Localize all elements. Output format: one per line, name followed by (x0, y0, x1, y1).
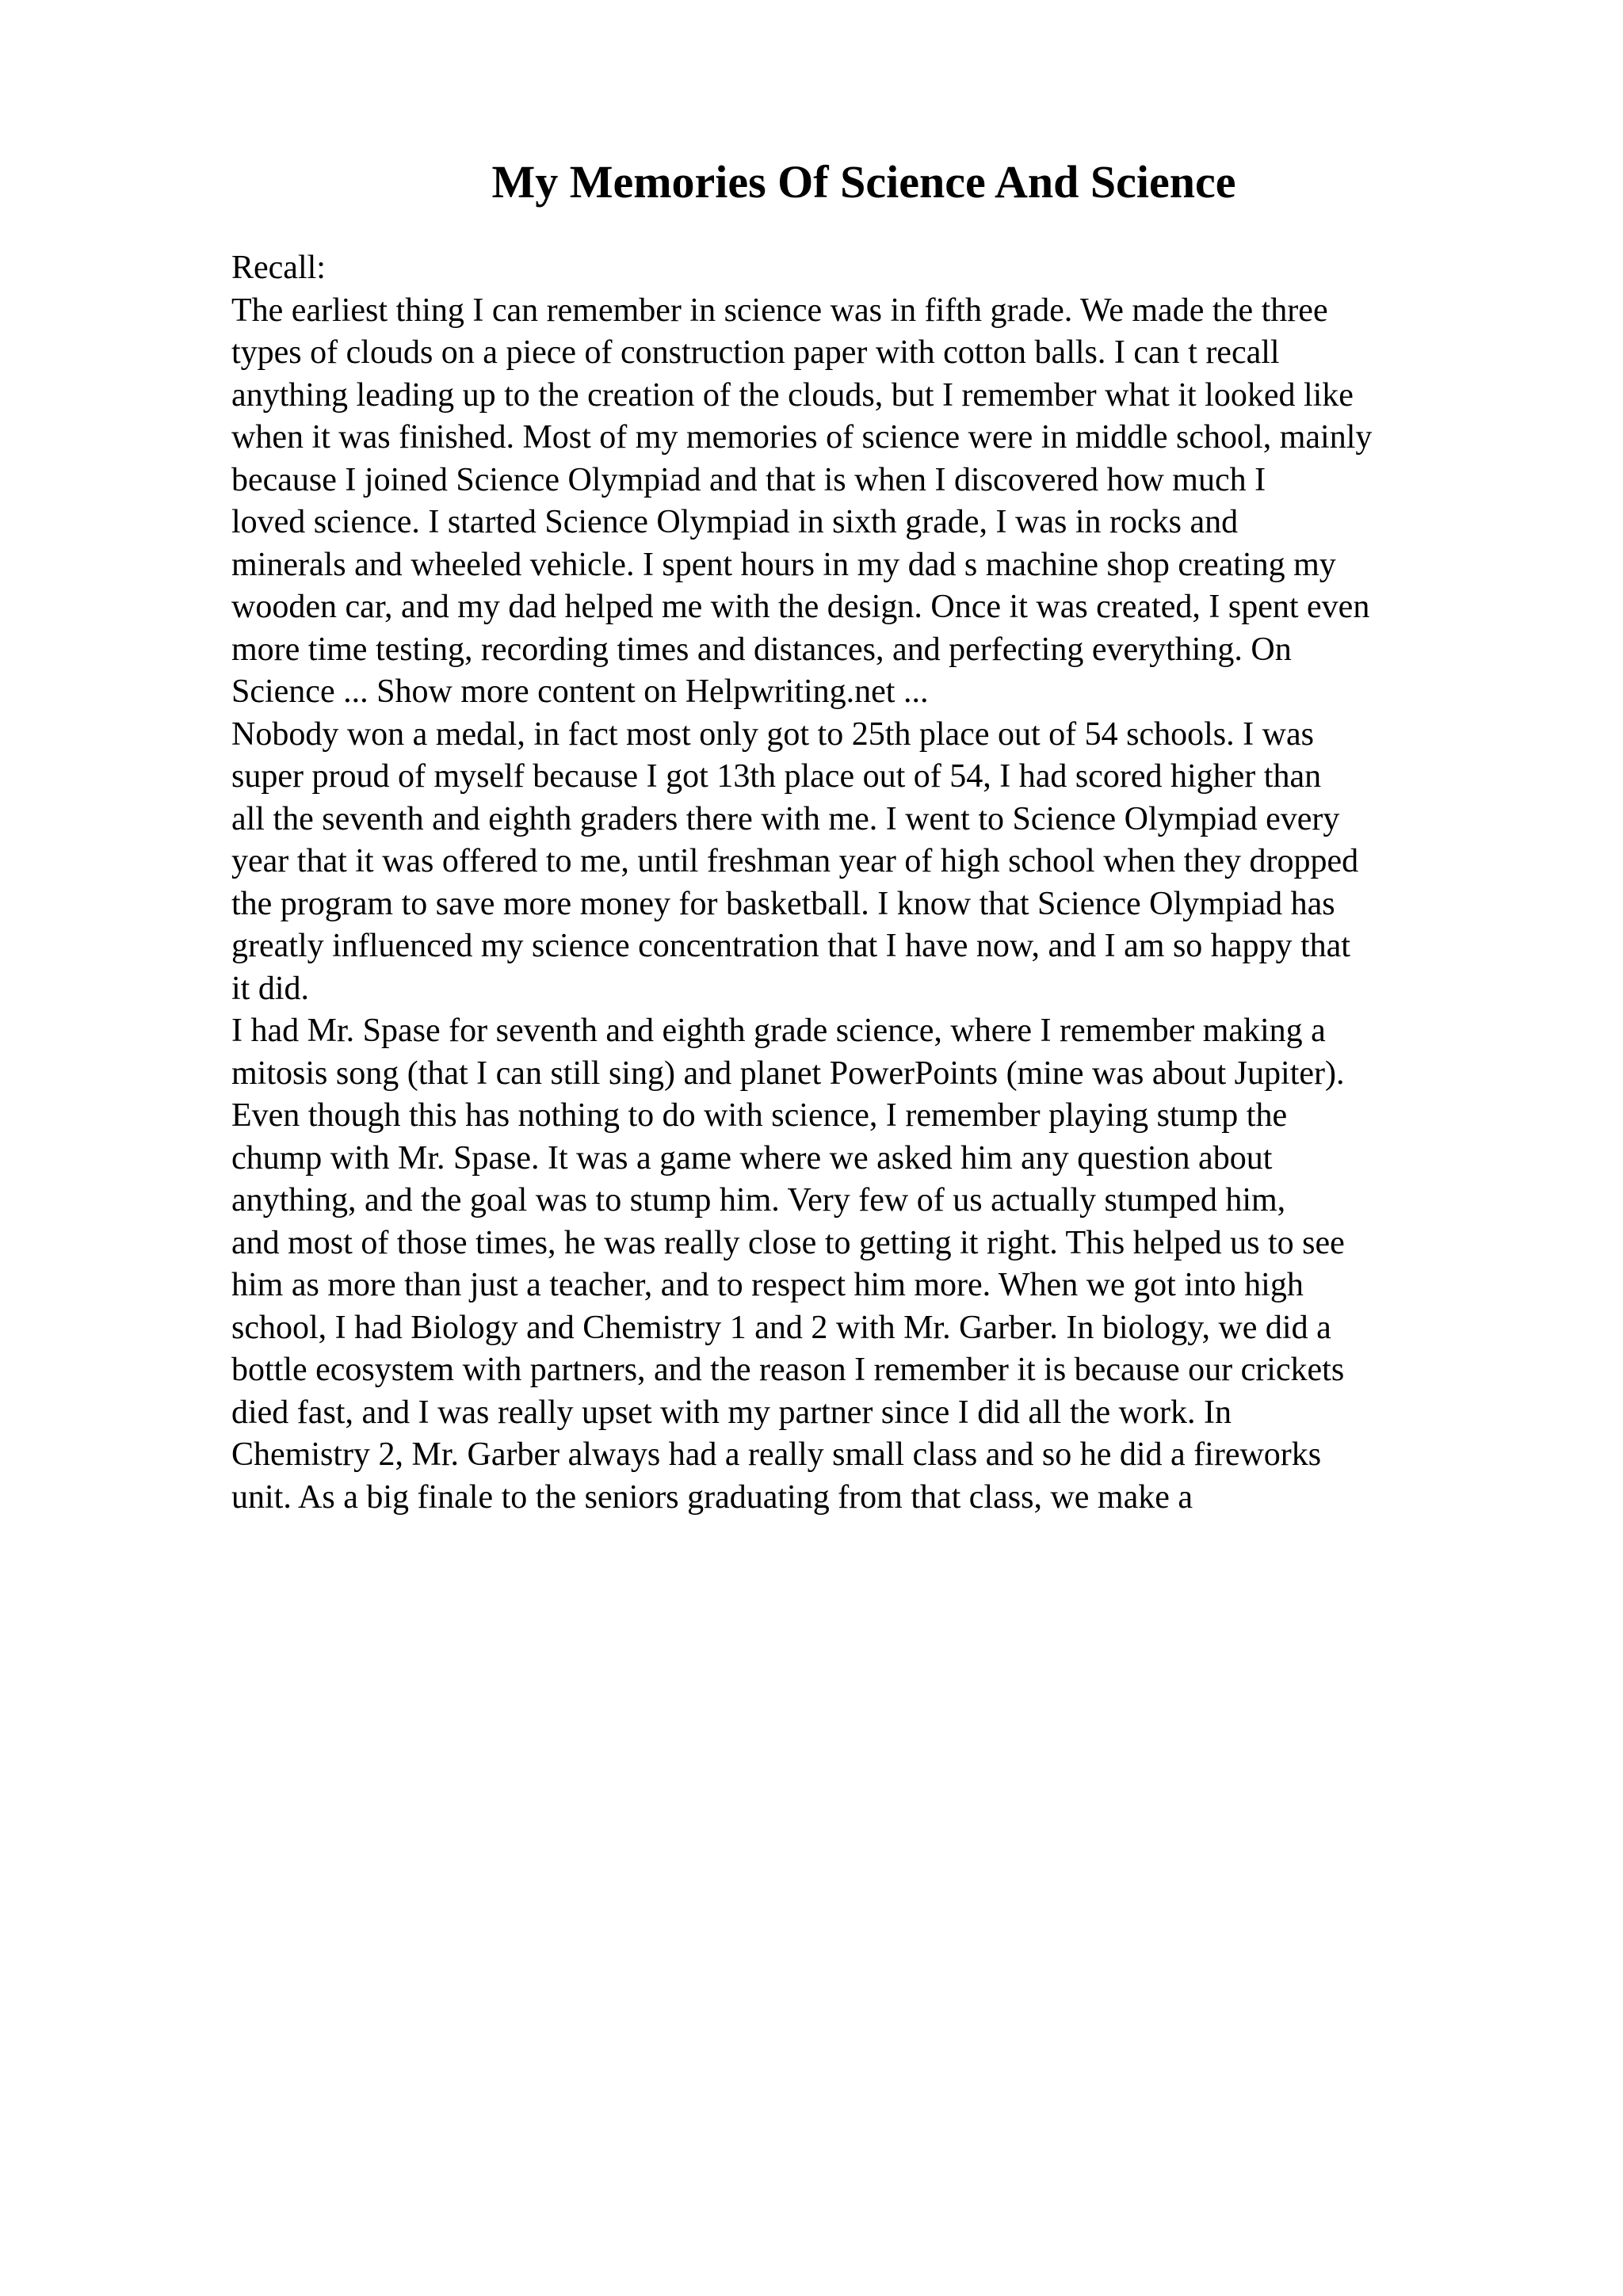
body-line: Science ... Show more content on Helpwriting.net ... (231, 673, 929, 710)
body-line: Chemistry 2, Mr. Garber always had a really small class and so he did a fireworks (231, 1436, 1322, 1473)
body-line: I had Mr. Spase for seventh and eighth grade science, where I remember making a (231, 1013, 1326, 1049)
body-line: minerals and wheeled vehicle. I spent hours in my dad s machine shop creating my (231, 546, 1336, 583)
body-line: The earliest thing I can remember in science was in fifth grade. We made the three (231, 292, 1328, 329)
body-line: mitosis song (that I can still sing) and planet PowerPoints (mine was about Jupiter). (231, 1055, 1345, 1092)
body-line: Recall: (231, 250, 326, 286)
body-line: Even though this has nothing to do with science, I remember playing stump the (231, 1097, 1288, 1134)
body-line: types of clouds on a piece of construction paper with cotton balls. I can t recall (231, 334, 1280, 371)
body-line: anything leading up to the creation of the clouds, but I remember what it looked like (231, 376, 1354, 414)
body-line: all the seventh and eighth graders there with me. I went to Science Olympiad every (231, 800, 1340, 837)
body-line: more time testing, recording times and distances, and perfecting everything. On (231, 631, 1292, 668)
body-line: school, I had Biology and Chemistry 1 and 2 with Mr. Garber. In biology, we did a (231, 1309, 1331, 1346)
document-body (231, 247, 1594, 1519)
body-line: bottle ecosystem with partners, and the reason I remember it is because our crickets (231, 1352, 1345, 1388)
body-line: loved science. I started Science Olympiad in sixth grade, I was in rocks and (231, 504, 1239, 540)
body-line: year that it was offered to me, until freshman year of high school when they dropped (231, 843, 1359, 879)
document-title: My Memories Of Science And Science (491, 156, 1236, 208)
body-line: it did. (231, 970, 310, 1007)
body-line: greatly influenced my science concentration that I have now, and I am so happy that (231, 928, 1350, 964)
body-line: him as more than just a teacher, and to respect him more. When we got into high (231, 1267, 1304, 1303)
body-line: Nobody won a medal, in fact most only got to 25th place out of 54 schools. I was (231, 715, 1314, 753)
body-line: when it was finished. Most of my memories of science were in middle school, mainly (231, 419, 1373, 456)
body-line: super proud of myself because I got 13th place out of 54, I had scored higher than (231, 758, 1322, 795)
body-line: the program to save more money for basketball. I know that Science Olympiad has (231, 885, 1335, 922)
body-line: chump with Mr. Spase. It was a game where we asked him any question about (231, 1139, 1273, 1177)
body-line: because I joined Science Olympiad and that is when I discovered how much I (231, 461, 1266, 498)
body-line: and most of those times, he was really close to getting it right. This helped us to see (231, 1224, 1345, 1261)
body-line: anything, and the goal was to stump him. Very few of us actually stumped him, (231, 1182, 1286, 1219)
body-line: wooden car, and my dad helped me with the design. Once it was created, I spent even (231, 589, 1370, 625)
body-line: unit. As a big finale to the seniors graduating from that class, we make a (231, 1478, 1193, 1516)
body-line: died fast, and I was really upset with my partner since I did all the work. In (231, 1394, 1232, 1431)
